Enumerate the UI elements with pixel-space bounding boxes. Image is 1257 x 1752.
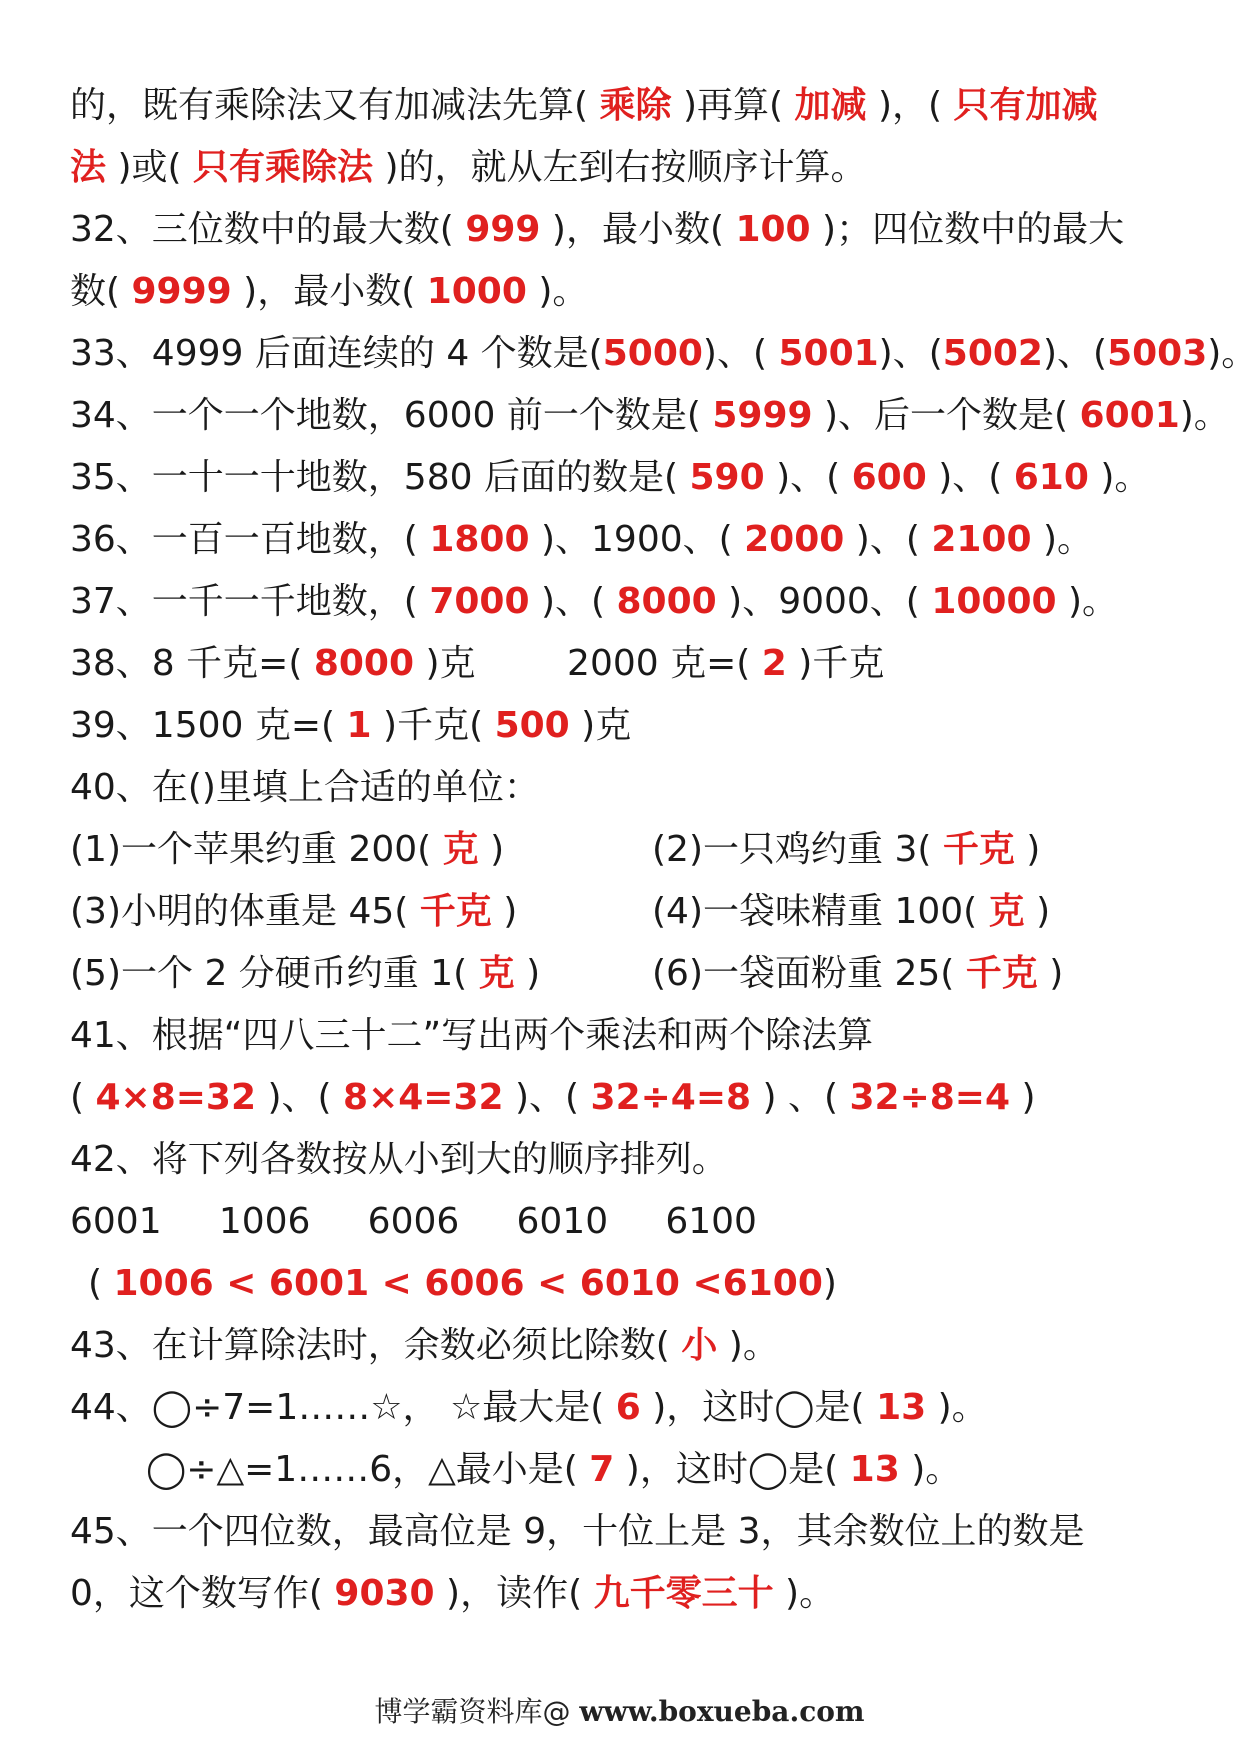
question-40-row1: (1)一个苹果约重 200( 克 ) [70, 829, 505, 870]
question-34: 34、一个一个地数，6000 前一个数是( 5999 )、后一个数是( 6001)。 [70, 395, 1230, 436]
question-41: 41、根据“四八三十二”写出两个乘法和两个除法算 [70, 1015, 874, 1056]
question-40: 40、在()里填上合适的单位： [70, 767, 540, 808]
question-35: 35、一十一十地数，580 后面的数是( 590 )、( 600 )、( 610 )。 [70, 457, 1151, 498]
question-40-row2: (3)小明的体重是 45( 千克 ) [70, 891, 518, 932]
question-44: 44、◯÷7=1……☆， ☆最大是( 6 )，这时◯是( 13 )。 [70, 1387, 988, 1428]
question-40-row1-right: (2)一只鸡约重 3( 千克 ) [652, 829, 1041, 870]
question-40-row2-right: (4)一袋味精重 100( 克 ) [652, 891, 1051, 932]
question-43: 43、在计算除法时，余数必须比除数( 小 )。 [70, 1325, 779, 1366]
question-40-row3-right: (6)一袋面粉重 25( 千克 ) [652, 953, 1064, 994]
question-42: 42、将下列各数按从小到大的顺序排列。 [70, 1139, 728, 1180]
text-line: 的，既有乘除法又有加减法先算( 乘除 )再算( 加减 )，( 只有加减 [70, 85, 1098, 126]
question-45: 45、一个四位数，最高位是 9，十位上是 3，其余数位上的数是 [70, 1511, 1085, 1552]
question-42-numbers: 6001 1006 6006 6010 6100 [70, 1201, 757, 1242]
question-40-row3: (5)一个 2 分硬币约重 1( 克 ) [70, 953, 541, 994]
question-32-cont: 数( 9999 )，最小数( 1000 )。 [70, 271, 589, 312]
question-42-answer: ( 1006 < 6001 < 6006 < 6010 <6100) [88, 1263, 837, 1304]
question-32: 32、三位数中的最大数( 999 )，最小数( 100 )；四位数中的最大 [70, 209, 1125, 250]
footer-watermark: 博学霸资料库@ www.boxueba.com [374, 1695, 865, 1728]
question-33: 33、4999 后面连续的 4 个数是(5000)、( 5001)、(5002)、(5003)。 [70, 333, 1257, 374]
question-36: 36、一百一百地数，( 1800 )、1900、( 2000 )、( 2100 )。 [70, 519, 1094, 560]
text-line: 法 )或( 只有乘除法 )的，就从左到右按顺序计算。 [70, 147, 867, 188]
question-39: 39、1500 克=( 1 )千克( 500 )克 [70, 705, 632, 746]
question-37: 37、一千一千地数，( 7000 )、( 8000 )、9000、( 10000 )。 [70, 581, 1119, 622]
question-38: 38、8 千克=( 8000 )克 2000 克=( 2 )千克 [70, 643, 885, 684]
question-44-line2: ◯÷△=1……6，△最小是( 7 )，这时◯是( 13 )。 [146, 1449, 962, 1490]
question-41-answer: ( 4×8=32 )、( 8×4=32 )、( 32÷4=8 ) 、( 32÷8=4 ) [70, 1077, 1036, 1118]
question-45-line2: 0，这个数写作( 9030 )，读作( 九千零三十 )。 [70, 1573, 836, 1614]
